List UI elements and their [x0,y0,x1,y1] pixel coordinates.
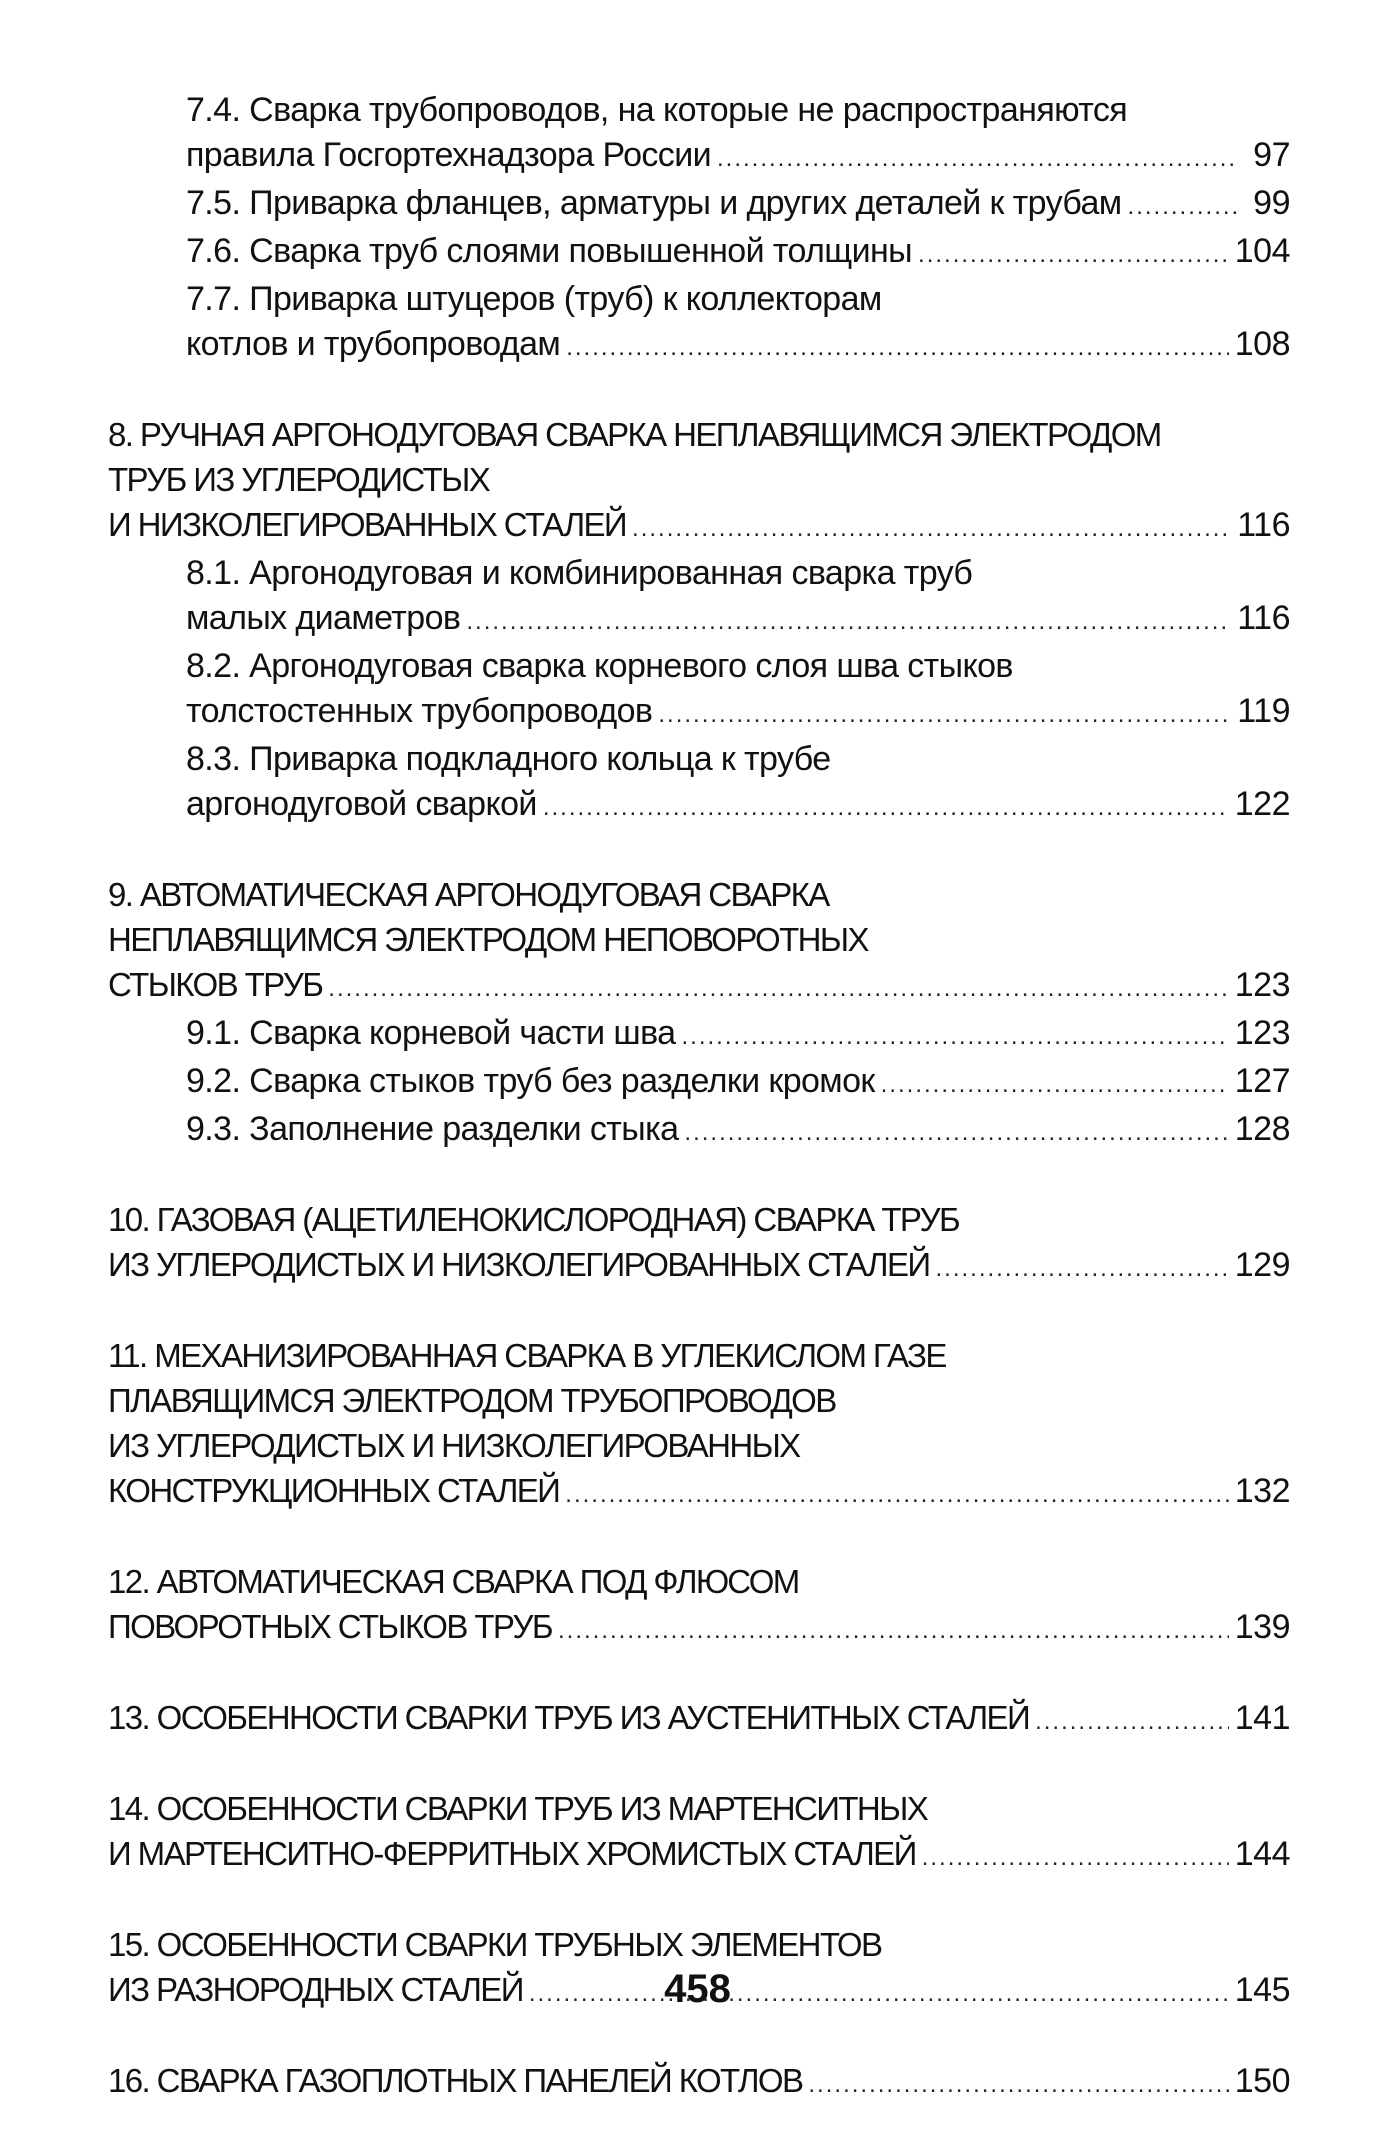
toc-title-line: 8.3. Приварка подкладного кольца к трубе [186,740,831,778]
toc-title-line: 7.7. Приварка штуцеров (труб) к коллекторам [186,280,882,318]
toc-leader-row [108,1604,1290,1653]
toc-title-line: котлов и трубопроводам [186,325,561,363]
toc-page-number: 99 [1253,184,1290,222]
toc-title-line: ИЗ УГЛЕРОДИСТЫХ И НИЗКОЛЕГИРОВАННЫХ СТАЛЕЙ [108,1246,930,1283]
toc-title-line: 7.4. Сварка трубопроводов, на которые не распространяются [186,91,1128,129]
toc-title-line: 7.6. Сварка труб слоями повышенной толщины [186,232,913,270]
toc-entry-8-3 [108,737,1290,830]
toc-title-line: 11. МЕХАНИЗИРОВАННАЯ СВАРКА В УГЛЕКИСЛОМ ГАЗЕ [108,1337,946,1374]
dot-leader [658,692,1231,737]
toc-entry-9-2 [108,1059,1290,1107]
toc-entry-9-3 [108,1107,1290,1155]
toc-title-line: ПОВОРОТНЫХ СТЫКОВ ТРУБ [108,1608,552,1645]
toc-page-number: 150 [1234,2062,1290,2100]
toc-chapter-10 [108,1197,1290,1291]
toc-page-number: 141 [1234,1699,1290,1737]
toc-title-line: малых диаметров [186,599,461,637]
toc-page-number: 123 [1234,1014,1290,1052]
toc-leader-row [186,596,1290,644]
dot-leader [566,325,1229,370]
toc-leader-row [186,322,1290,370]
toc-entry-9-1 [108,1011,1290,1059]
dot-leader [935,1246,1228,1291]
toc-page-number: 132 [1234,1472,1290,1510]
toc-title-line: 9.1. Сварка корневой части шва [186,1014,676,1052]
toc-leader-row [186,133,1290,181]
toc-page-number: 127 [1234,1062,1290,1100]
toc-title-line: 8. РУЧНАЯ АРГОНОДУГОВАЯ СВАРКА НЕПЛАВЯЩИМСЯ ЭЛЕКТРОДОМ [108,416,1161,453]
dot-leader [328,966,1228,1011]
dot-leader [466,599,1231,644]
dot-leader [922,1835,1229,1880]
toc-title-line: КОНСТРУКЦИОННЫХ СТАЛЕЙ [108,1472,560,1509]
toc-title-line: 12. АВТОМАТИЧЕСКАЯ СВАРКА ПОД ФЛЮСОМ [108,1563,799,1600]
toc-title-line: НЕПЛАВЯЩИМСЯ ЭЛЕКТРОДОМ НЕПОВОРОТНЫХ [108,921,868,958]
toc-entry-7-7 [108,277,1290,370]
toc-title-line: ИЗ РАЗНОРОДНЫХ СТАЛЕЙ [108,1971,523,2008]
toc-title-line: 9.3. Заполнение разделки стыка [186,1110,679,1148]
dot-leader [717,136,1236,181]
toc-title-line: правила Госгортехнадзора России [186,136,711,174]
dot-leader [918,232,1229,277]
toc-title-line: 7.5. Приварка фланцев, арматуры и других деталей к трубам [186,184,1122,222]
toc-chapter-12 [108,1559,1290,1653]
toc-chapter-8 [108,412,1290,551]
toc-title-line: 14. ОСОБЕННОСТИ СВАРКИ ТРУБ ИЗ МАРТЕНСИТНЫХ [108,1790,928,1827]
table-of-contents [108,88,1290,2107]
toc-leader-row [108,1695,1290,1744]
toc-title-line: аргонодуговой сваркой [186,785,537,823]
toc-title-line: 9. АВТОМАТИЧЕСКАЯ АРГОНОДУГОВАЯ СВАРКА [108,876,829,913]
toc-title-line: ПЛАВЯЩИМСЯ ЭЛЕКТРОДОМ ТРУБОПРОВОДОВ [108,1382,836,1419]
toc-page-number: 128 [1234,1110,1290,1148]
toc-leader-row [186,1107,1290,1155]
toc-chapter-13 [108,1695,1290,1744]
toc-chapter-11 [108,1333,1290,1517]
toc-title-line: ИЗ УГЛЕРОДИСТЫХ И НИЗКОЛЕГИРОВАННЫХ [108,1427,800,1464]
dot-leader [808,2062,1228,2107]
toc-chapter-14 [108,1786,1290,1880]
toc-title-line: толстостенных трубопроводов [186,692,653,730]
toc-chapter-9 [108,872,1290,1011]
toc-entry-7-6 [108,229,1290,277]
toc-page-number: 122 [1234,785,1290,823]
toc-entry-7-5 [108,181,1290,229]
dot-leader [881,1062,1229,1107]
toc-page-number: 108 [1234,325,1290,363]
toc-page-number: 119 [1237,692,1290,730]
toc-page-number: 116 [1237,599,1290,637]
toc-page-number: 123 [1234,966,1290,1004]
toc-title-line: 8.1. Аргонодуговая и комбинированная сварка труб [186,554,973,592]
dot-leader [543,785,1229,830]
toc-entry-7-4 [108,88,1290,181]
toc-leader-row [186,229,1290,277]
toc-chapter-16 [108,2058,1290,2107]
dot-leader [681,1014,1228,1059]
toc-title-line: 16. СВАРКА ГАЗОПЛОТНЫХ ПАНЕЛЕЙ КОТЛОВ [108,2062,803,2099]
toc-title-line: ТРУБ ИЗ УГЛЕРОДИСТЫХ [108,461,490,498]
dot-leader [565,1472,1228,1517]
toc-title-line: 8.2. Аргонодуговая сварка корневого слоя шва стыков [186,647,1013,685]
toc-page-number: 129 [1234,1246,1290,1284]
toc-entry-8-2 [108,644,1290,737]
toc-title-line: 13. ОСОБЕННОСТИ СВАРКИ ТРУБ ИЗ АУСТЕНИТНЫХ СТАЛЕЙ [108,1699,1030,1736]
toc-leader-row [108,2058,1290,2107]
dot-leader [1128,184,1236,229]
toc-leader-row [108,502,1290,551]
toc-leader-row [186,181,1290,229]
toc-leader-row [108,1242,1290,1291]
toc-title-line: И НИЗКОЛЕГИРОВАННЫХ СТАЛЕЙ [108,506,627,543]
toc-leader-row [186,689,1290,737]
dot-leader [558,1608,1229,1653]
toc-entry-8-1 [108,551,1290,644]
toc-leader-row [108,962,1290,1011]
toc-page-number: 139 [1234,1608,1290,1646]
toc-leader-row [108,1831,1290,1880]
toc-title-line: СТЫКОВ ТРУБ [108,966,323,1003]
toc-page-number: 144 [1234,1835,1290,1873]
page-number: 458 [664,1967,731,2011]
toc-title-line: 9.2. Сварка стыков труб без разделки кромок [186,1062,875,1100]
toc-title-line: И МАРТЕНСИТНО-ФЕРРИТНЫХ ХРОМИСТЫХ СТАЛЕЙ [108,1835,916,1872]
toc-page-number: 116 [1237,506,1290,544]
toc-page-number: 145 [1234,1971,1290,2009]
toc-page-number: 104 [1234,232,1290,270]
dot-leader [684,1110,1228,1155]
dot-leader [1035,1699,1229,1744]
toc-title-line: 10. ГАЗОВАЯ (АЦЕТИЛЕНОКИСЛОРОДНАЯ) СВАРКА ТРУБ [108,1201,960,1238]
toc-leader-row [186,1059,1290,1107]
toc-leader-row [108,1468,1290,1517]
dot-leader [632,506,1231,551]
toc-title-line: 15. ОСОБЕННОСТИ СВАРКИ ТРУБНЫХ ЭЛЕМЕНТОВ [108,1926,882,1963]
toc-leader-row [186,782,1290,830]
toc-page-number: 97 [1253,136,1290,174]
toc-leader-row [186,1011,1290,1059]
